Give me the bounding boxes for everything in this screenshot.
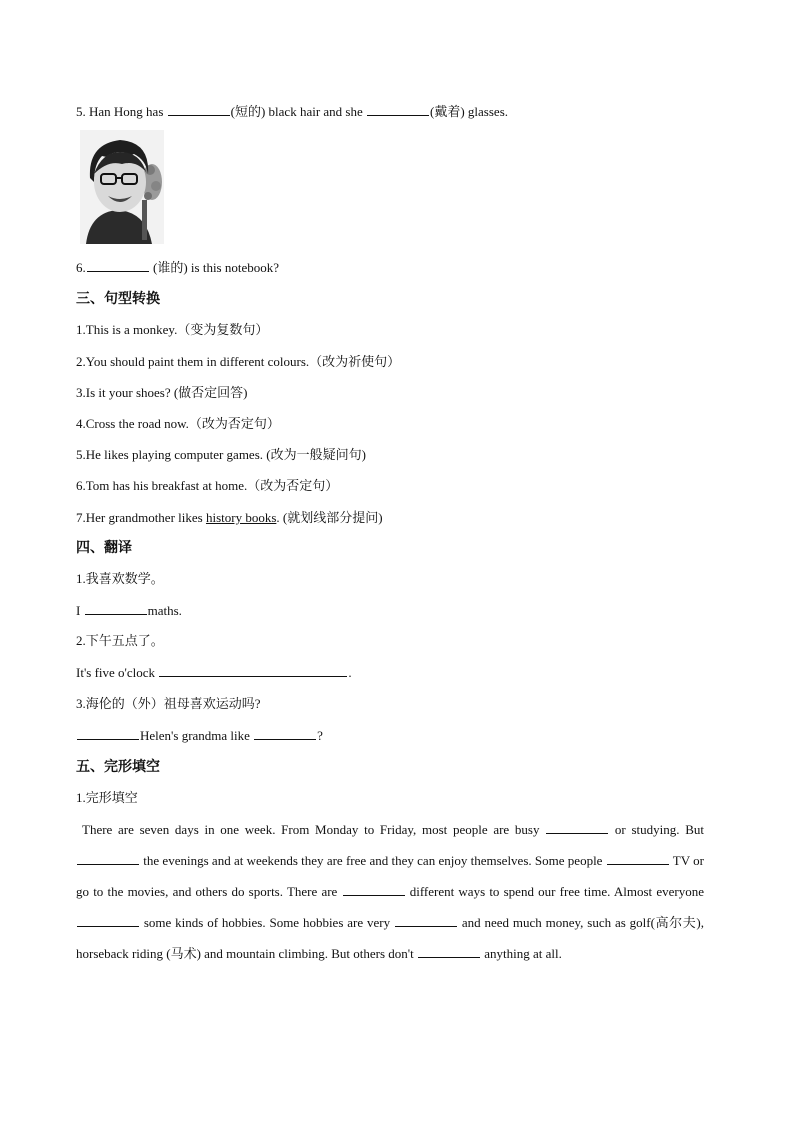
t1-b: maths. (147, 603, 182, 618)
q5-text-b: (短的) black hair and she (230, 104, 367, 119)
t1-chinese: 1.我喜欢数学。 (76, 571, 164, 586)
underlined-phrase: history books (205, 510, 277, 525)
s3-item-7-b: . (就划线部分提问) (276, 510, 383, 525)
s3-item-4: 4.Cross the road now.（改为否定句） (76, 416, 280, 431)
q5-text-a: 5. Han Hong has (76, 104, 167, 119)
q5-text-c: (戴着) glasses. (430, 104, 509, 119)
answer-blank[interactable] (367, 103, 429, 116)
cloze-text-2: or studying. But (609, 822, 704, 837)
s3-item-5: 5.He likes playing computer games. (改为一般疑问句) (76, 447, 366, 462)
answer-blank[interactable] (77, 727, 139, 740)
question-5 (76, 103, 508, 121)
s3-item-2: 2.You should paint them in different colours.（改为祈使句） (76, 354, 401, 369)
answer-blank[interactable] (168, 103, 230, 116)
s3-item-3: 3.Is it your shoes? (做否定回答) (76, 385, 248, 400)
t1-a: I (76, 603, 84, 618)
cloze-subtitle: 1.完形填空 (76, 790, 138, 805)
cloze-text-1: There are seven days in one week. From Monday to Friday, most people are busy (82, 822, 546, 837)
cloze-text-3: the evenings and at weekends they are free and they can enjoy themselves. Some people (140, 853, 606, 868)
answer-blank[interactable] (87, 259, 149, 272)
s3-item-7 (76, 509, 383, 527)
question-6 (76, 259, 279, 277)
t3-b: ? (317, 728, 323, 743)
cloze-text-8: anything at all. (481, 946, 562, 961)
q6-text: (谁的) is this notebook? (149, 260, 280, 275)
answer-blank[interactable] (85, 602, 147, 615)
answer-blank[interactable] (546, 821, 608, 834)
t2-chinese: 2.下午五点了。 (76, 633, 164, 648)
section-5-title: 五、完形填空 (76, 759, 160, 775)
t1-english (76, 602, 182, 620)
answer-blank[interactable] (418, 945, 480, 958)
cloze-passage (76, 814, 704, 969)
q6-num: 6. (76, 260, 86, 275)
answer-blank[interactable] (159, 664, 347, 677)
t3-a: Helen's grandma like (140, 728, 254, 743)
answer-blank[interactable] (395, 914, 457, 927)
cloze-text-5: different ways to spend our free time. Almost everyone (405, 884, 705, 899)
t2-b: . (348, 665, 352, 680)
answer-blank[interactable] (343, 883, 405, 896)
s3-item-6: 6.Tom has his breakfast at home.（改为否定句） (76, 478, 339, 493)
cloze-text-4: TV or go to the movies, and others do sports. There are (76, 853, 704, 899)
cloze-text-6: some kinds of hobbies. Some hobbies are very (140, 915, 394, 930)
cloze-text-7: and need much money, such as golf(高尔夫), horseback riding (马术) and mountain climbing. But others don't (76, 915, 704, 961)
t3-chinese: 3.海伦的（外）祖母喜欢运动吗? (76, 696, 261, 711)
t2-english (76, 664, 352, 682)
answer-blank[interactable] (607, 852, 669, 865)
s3-item-1: 1.This is a monkey.（变为复数句） (76, 322, 269, 337)
answer-blank[interactable] (77, 852, 139, 865)
caricature-photo (80, 130, 164, 244)
section-3-title: 三、句型转换 (76, 291, 160, 307)
section-4-title: 四、翻译 (76, 540, 132, 556)
answer-blank[interactable] (77, 914, 139, 927)
t2-a: It's five o'clock (76, 665, 159, 680)
answer-blank[interactable] (254, 727, 316, 740)
t3-english (76, 727, 323, 745)
s3-item-7-a: 7.Her grandmother likes (76, 510, 206, 525)
